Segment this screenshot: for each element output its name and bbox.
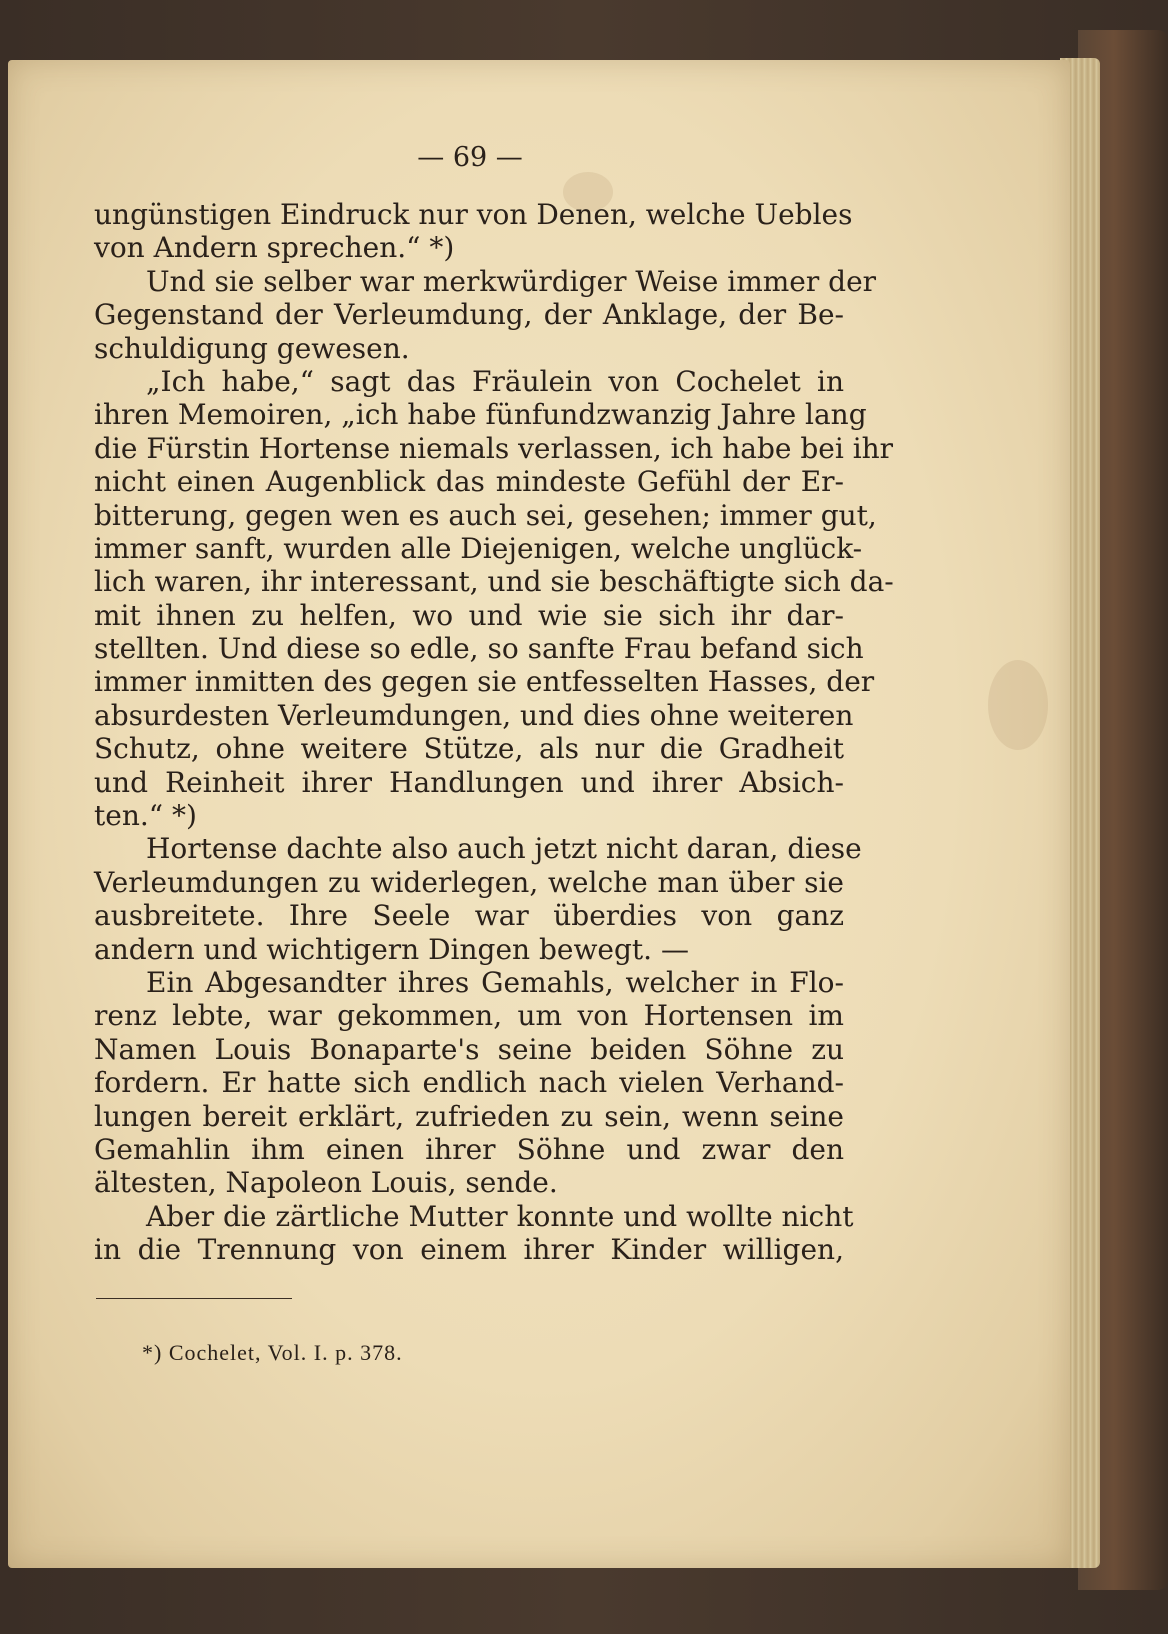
paper-stain: [988, 660, 1048, 750]
text-line: renz lebte, war gekommen, um von Hortensen im: [94, 999, 844, 1033]
text-line: ten.“ *): [94, 799, 197, 833]
body-text: [94, 198, 894, 1267]
text-line: Gegenstand der Verleumdung, der Anklage, der Be-: [94, 298, 844, 332]
text-line: schuldigung gewesen.: [94, 331, 410, 365]
text-line: ihren Memoiren, „ich habe fünfundzwanzig Jahre lang: [94, 398, 867, 432]
page-number: — 69 —: [417, 142, 523, 173]
text-line: Schutz, ohne weitere Stütze, als nur die Gradheit: [94, 732, 844, 766]
text-line: ungünstigen Eindruck nur von Denen, welche Uebles: [94, 198, 853, 231]
text-line: fordern. Er hatte sich endlich nach vielen Verhand-: [94, 1066, 844, 1100]
footnote-divider: [96, 1298, 292, 1299]
text-line: und Reinheit ihrer Handlungen und ihrer Absich-: [94, 765, 844, 799]
text-line: ausbreitete. Ihre Seele war überdies von ganz: [94, 899, 844, 933]
text-line: Hortense dachte also auch jetzt nicht daran, diese: [146, 832, 862, 866]
text-line: die Fürstin Hortense niemals verlassen, ich habe bei ihr: [94, 431, 894, 465]
text-line: stellten. Und diese so edle, so sanfte Frau befand sich: [94, 632, 864, 666]
text-line: lich waren, ihr interessant, und sie beschäftigte sich da-: [94, 565, 894, 599]
text-line: Aber die zärtliche Mutter konnte und wollte nicht: [146, 1199, 854, 1233]
text-line: Namen Louis Bonaparte's seine beiden Söhne zu: [94, 1032, 844, 1066]
text-line: nicht einen Augenblick das mindeste Gefühl der Er-: [94, 465, 844, 499]
footnote: *) Cochelet, Vol. I. p. 378.: [142, 1340, 403, 1365]
text-line: Und sie selber war merkwürdiger Weise immer der: [146, 264, 877, 298]
text-line: von Andern sprechen.“ *): [94, 231, 455, 265]
text-line: Verleumdungen zu widerlegen, welche man über sie: [94, 865, 844, 899]
text-line: ältesten, Napoleon Louis, sende.: [94, 1166, 558, 1200]
text-line: andern und wichtigern Dingen bewegt. —: [94, 932, 689, 966]
text-line: bitterung, gegen wen es auch sei, gesehen; immer gut,: [94, 498, 877, 532]
text-line: lungen bereit erklärt, zufrieden zu sein, wenn seine: [94, 1099, 844, 1133]
text-line: Gemahlin ihm einen ihrer Söhne und zwar den: [94, 1132, 844, 1166]
text-line: Ein Abgesandter ihres Gemahls, welcher in Flo-: [146, 965, 844, 999]
text-line: „Ich habe,“ sagt das Fräulein von Cochelet in: [146, 364, 844, 398]
text-line: mit ihnen zu helfen, wo und wie sie sich ihr dar-: [94, 598, 844, 632]
text-line: absurdesten Verleumdungen, und dies ohne weiteren: [94, 698, 854, 732]
text-line: immer inmitten des gegen sie entfesselten Hasses, der: [94, 665, 875, 699]
text-line: immer sanft, wurden alle Diejenigen, welche unglück-: [94, 531, 863, 565]
text-line: in die Trennung von einem ihrer Kinder willigen,: [94, 1233, 844, 1267]
